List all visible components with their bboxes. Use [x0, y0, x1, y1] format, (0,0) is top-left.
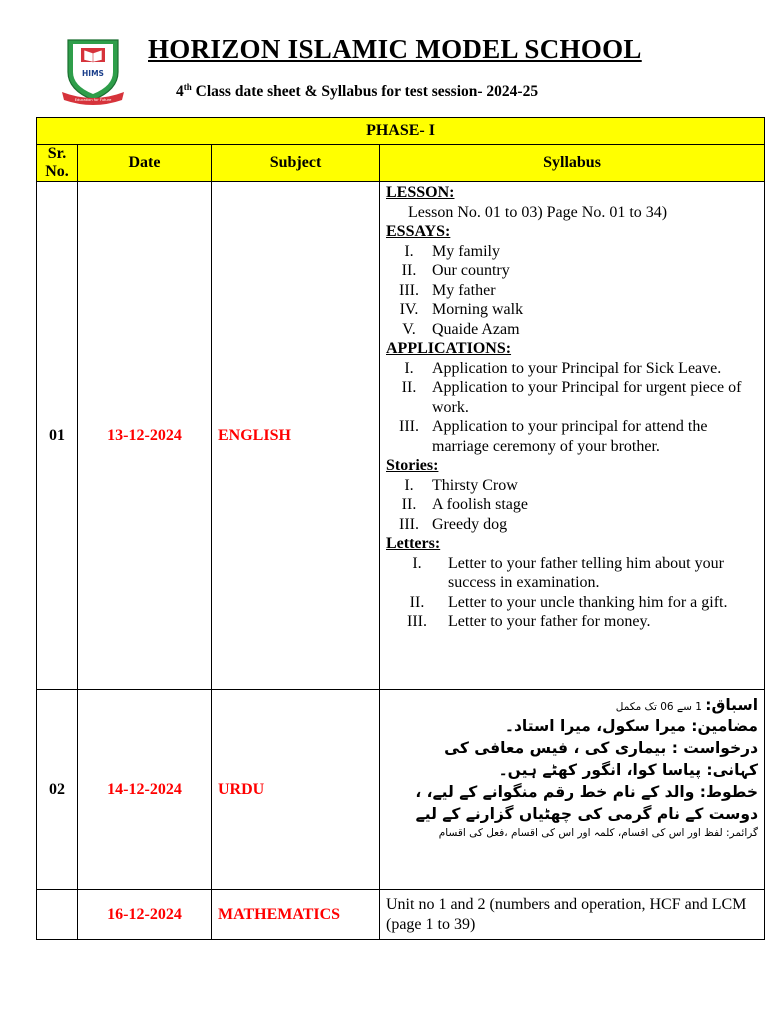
list-numeral: II. — [409, 593, 425, 611]
stories-heading: Stories: — [386, 457, 439, 474]
urdu-line: کہانی: پیاسا کوا، انگور کھٹے ہیں۔ — [498, 761, 759, 779]
list-numeral: III. — [399, 515, 419, 533]
school-name: HORIZON ISLAMIC MODEL SCHOOL — [148, 34, 642, 64]
letters-list — [386, 554, 760, 632]
urdu-asbaaq — [388, 695, 758, 715]
list-numeral: II. — [401, 496, 417, 513]
list-numeral: I. — [404, 359, 414, 377]
syllabus-cell-math: Unit no 1 and 2 (numbers and operation, HCF and LCM (page 1 to 39) — [380, 890, 765, 940]
list-numeral: V. — [402, 320, 416, 338]
subject-cell: URDU — [212, 690, 380, 890]
list-numeral: IV. — [399, 301, 419, 318]
class-number: 4 — [176, 83, 184, 101]
syllabus-cell-english — [380, 182, 765, 690]
letters-heading: Letters: — [386, 535, 441, 552]
date-cell: 14-12-2024 — [78, 690, 212, 890]
list-text: Letter to your father telling him about your success in examination. — [448, 554, 724, 591]
school-logo — [60, 34, 126, 106]
list-text: My father — [432, 281, 496, 299]
col-date: Date — [78, 145, 212, 182]
list-text: A foolish stage — [432, 496, 528, 513]
urdu-grammar: گرائمر: لفظ اور اس کی اقسام، کلمہ اور اس کی اقسام ،فعل کی اقسام — [438, 827, 759, 839]
list-text: Letter to your father for money. — [448, 613, 651, 630]
lesson-text: Lesson No. 01 to 03) Page No. 01 to 34) — [408, 203, 668, 221]
applications-list — [386, 359, 760, 457]
class-ordinal-suffix: th — [183, 82, 192, 92]
list-item — [386, 242, 760, 262]
list-item — [386, 261, 760, 281]
list-item — [386, 300, 760, 320]
urdu-line: مضامین: میرا سکول، میرا استاد۔ — [504, 717, 759, 735]
date-sheet-table — [36, 117, 765, 940]
date-cell: 16-12-2024 — [78, 890, 212, 940]
list-text: Greedy dog — [432, 515, 508, 533]
logo-initials: HIMS — [82, 69, 104, 78]
list-item — [386, 359, 760, 379]
header-row — [37, 145, 765, 182]
phase-heading: PHASE- I — [37, 118, 765, 145]
list-text: Application to your principal for attend the marriage ceremony of your brother. — [432, 418, 708, 455]
list-numeral: I. — [412, 554, 422, 572]
list-numeral: III. — [407, 613, 427, 630]
list-item — [386, 554, 760, 593]
list-numeral: II. — [401, 262, 417, 279]
lesson-heading: LESSON: — [386, 184, 455, 201]
list-text: Letter to your uncle thanking him for a gift. — [448, 593, 728, 611]
list-item — [386, 476, 760, 496]
date-cell: 13-12-2024 — [78, 182, 212, 690]
list-numeral: III. — [399, 281, 419, 299]
sr-cell — [37, 890, 78, 940]
list-item — [386, 495, 760, 515]
urdu-line: درخواست : بیماری کی ، فیس معافی کی — [444, 739, 759, 757]
sr-cell: 01 — [37, 182, 78, 690]
list-item — [386, 612, 760, 632]
syllabus-cell-urdu — [380, 690, 765, 890]
list-numeral: II. — [401, 379, 417, 396]
list-text: Quaide Azam — [432, 320, 520, 338]
document-subtitle — [176, 82, 538, 101]
logo-motto: Education for Future — [74, 98, 112, 102]
list-item — [386, 378, 760, 417]
subject-cell: MATHEMATICS — [212, 890, 380, 940]
col-sr: Sr. No. — [37, 145, 78, 182]
stories-list — [386, 476, 760, 535]
table-row-math — [37, 890, 765, 940]
list-text: Application to your Principal for urgent piece of work. — [432, 379, 742, 416]
essays-heading: ESSAYS: — [386, 223, 451, 240]
urdu-asbaaq-label: اسباق: — [705, 696, 759, 714]
table-row-english — [37, 182, 765, 690]
list-item — [386, 281, 760, 301]
list-item — [386, 515, 760, 535]
list-text: Thirsty Crow — [432, 476, 518, 494]
table-row-urdu — [37, 690, 765, 890]
urdu-asbaaq-text: 1 سے 06 تک مکمل — [615, 701, 706, 713]
list-text: My family — [432, 242, 500, 260]
list-text: Morning walk — [432, 301, 524, 318]
list-numeral: I. — [404, 476, 414, 494]
sr-cell: 02 — [37, 690, 78, 890]
list-text: Application to your Principal for Sick Leave. — [432, 359, 722, 377]
essays-list — [386, 242, 760, 340]
subject-cell: ENGLISH — [212, 182, 380, 690]
list-numeral: III. — [399, 418, 419, 435]
applications-heading: APPLICATIONS: — [386, 340, 512, 357]
list-item — [386, 417, 760, 456]
list-item — [386, 593, 760, 613]
list-item — [386, 320, 760, 340]
col-syllabus: Syllabus — [380, 145, 765, 182]
list-numeral: I. — [404, 242, 414, 260]
list-text: Our country — [432, 262, 510, 279]
urdu-line: خطوط: والد کے نام خط رقم منگوانے کے لیے، ، دوست کے نام گرمی کی چھٹیاں گزارنے کے لیے — [415, 783, 759, 823]
col-subject: Subject — [212, 145, 380, 182]
subtitle-text: Class date sheet & Syllabus for test session- 2024-25 — [191, 83, 539, 101]
phase-row — [37, 118, 765, 145]
